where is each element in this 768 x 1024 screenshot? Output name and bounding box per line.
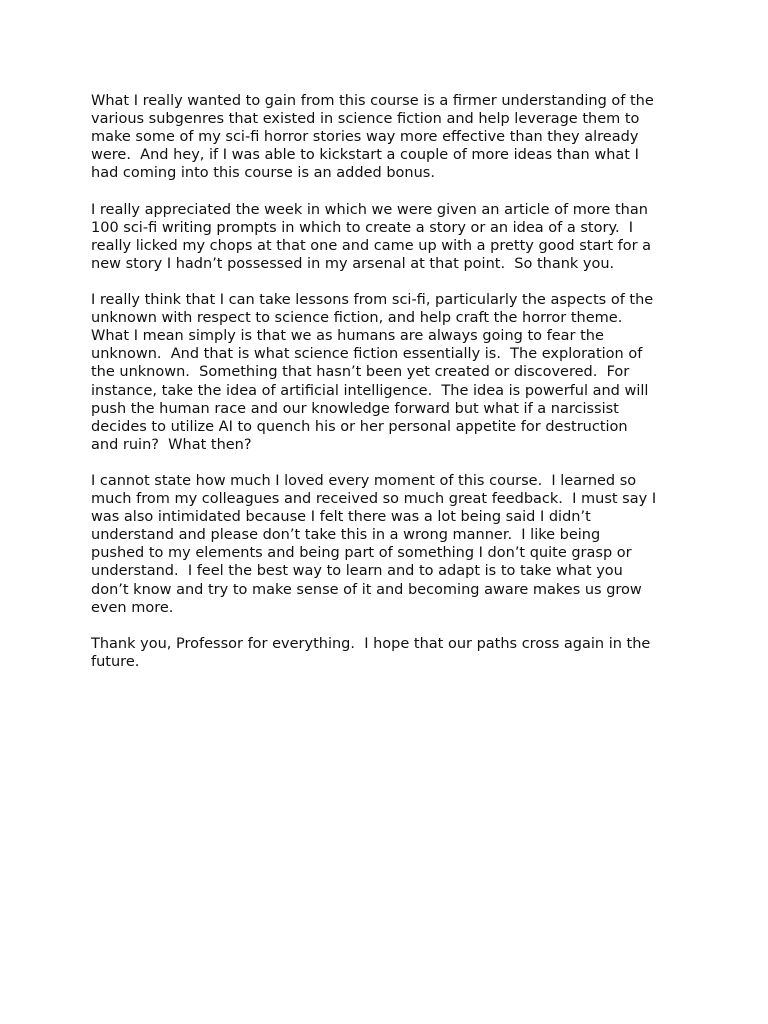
text-line: understand and please don’t take this in a wrong manner. I like being [91,527,601,544]
text-line: really licked my chops at that one and came up with a pretty good start for a [91,237,652,254]
text-line: What I mean simply is that we as humans are always going to fear the [91,328,604,345]
text-line: had coming into this course is an added bonus. [91,165,435,182]
text-line: I cannot state how much I loved every moment of this course. I learned so [91,472,637,489]
text-line: unknown with respect to science fiction, and help craft the horror theme. [91,310,623,327]
paragraph-4 [91,472,691,617]
text-line: was also intimidated because I felt there was a lot being said I didn’t [91,509,591,526]
text-line: future. [91,653,140,670]
text-line: new story I hadn’t possessed in my arsenal at that point. So thank you. [91,255,615,272]
paragraph-2 [91,201,691,273]
text-line: 100 sci-fi writing prompts in which to create a story or an idea of a story. I [91,219,634,236]
text-line: decides to utilize AI to quench his or her personal appetite for destruction [91,418,628,435]
text-line: instance, take the idea of artificial intelligence. The idea is powerful and will [91,382,649,399]
text-line: make some of my sci-fi horror stories way more effective than they already [91,129,639,146]
paragraph-1 [91,92,691,182]
text-line: Thank you, Professor for everything. I hope that our paths cross again in the [91,635,651,652]
text-line: even more. [91,599,174,616]
document-body [91,92,691,689]
text-line: understand. I feel the best way to learn and to adapt is to take what you [91,563,623,580]
text-line: I really think that I can take lessons from sci-fi, particularly the aspects of the [91,292,654,309]
text-line: much from my colleagues and received so much great feedback. I must say I [91,491,657,508]
text-line: unknown. And that is what science fiction essentially is. The exploration of [91,346,643,363]
text-line: I really appreciated the week in which we were given an article of more than [91,201,648,218]
paragraph-5 [91,635,691,671]
text-line: push the human race and our knowledge forward but what if a narcissist [91,400,619,417]
paragraph-3 [91,291,691,454]
text-line: don’t know and try to make sense of it and becoming aware makes us grow [91,581,642,598]
text-line: various subgenres that existed in science fiction and help leverage them to [91,111,640,128]
text-line: were. And hey, if I was able to kickstart a couple of more ideas than what I [91,147,639,164]
text-line: the unknown. Something that hasn’t been yet created or discovered. For [91,364,630,381]
text-line: What I really wanted to gain from this course is a firmer understanding of the [91,93,654,109]
text-line: pushed to my elements and being part of something I don’t quite grasp or [91,545,632,562]
text-line: and ruin? What then? [91,436,252,453]
